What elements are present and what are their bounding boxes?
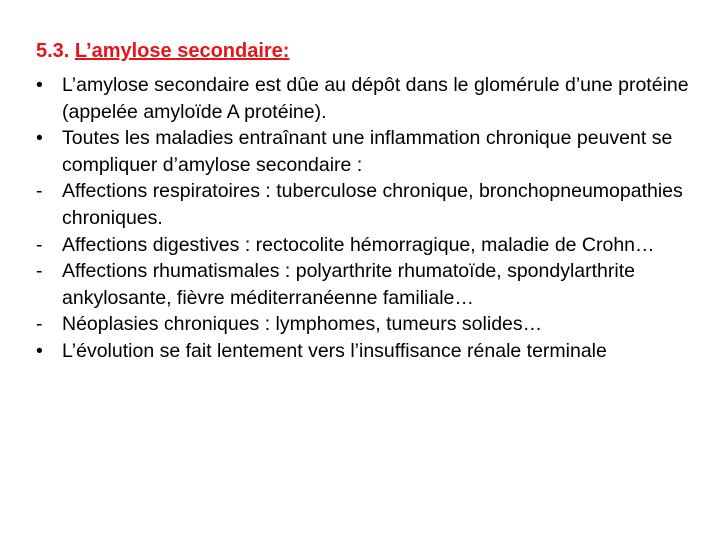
list-item: [36, 72, 706, 125]
list-item-text: Affections digestives : rectocolite hémorragique, maladie de Crohn…: [62, 233, 655, 256]
list-item-text: L’évolution se fait lentement vers l’insuffisance rénale terminale: [62, 339, 607, 362]
section-heading: [36, 38, 289, 64]
list-item: [36, 311, 706, 338]
list-item: [36, 232, 706, 259]
dash-marker: -: [36, 313, 43, 336]
list-item: [36, 178, 706, 231]
section-title: L’amylose secondaire:: [74, 40, 290, 62]
bullet-marker: •: [36, 339, 43, 362]
bullet-marker: •: [36, 127, 43, 150]
list-item: [36, 258, 706, 311]
list-item-text: Toutes les maladies entraînant une inflammation chronique peuvent se compliquer d’amylose secondaire :: [62, 127, 673, 176]
list-item-text: Affections respiratoires : tuberculose chronique, bronchopneumopathies chroniques.: [62, 180, 683, 229]
bullet-marker: •: [36, 74, 43, 96]
list-item: [36, 338, 706, 365]
bullet-list: [36, 72, 706, 365]
dash-marker: -: [36, 260, 43, 283]
list-item-text: Affections rhumatismales : polyarthrite rhumatoïde, spondylarthrite ankylosante, fièvre méditerranéenne familiale…: [62, 260, 635, 309]
dash-marker: -: [36, 180, 43, 203]
dash-marker: -: [36, 233, 43, 256]
list-item-text: Néoplasies chroniques : lymphomes, tumeurs solides…: [62, 313, 543, 336]
list-item: [36, 125, 706, 178]
section-number: 5.3.: [36, 40, 70, 62]
list-item-text: L’amylose secondaire est dûe au dépôt dans le glomérule d’une protéine (appelée amyloïde A protéine).: [62, 74, 689, 123]
